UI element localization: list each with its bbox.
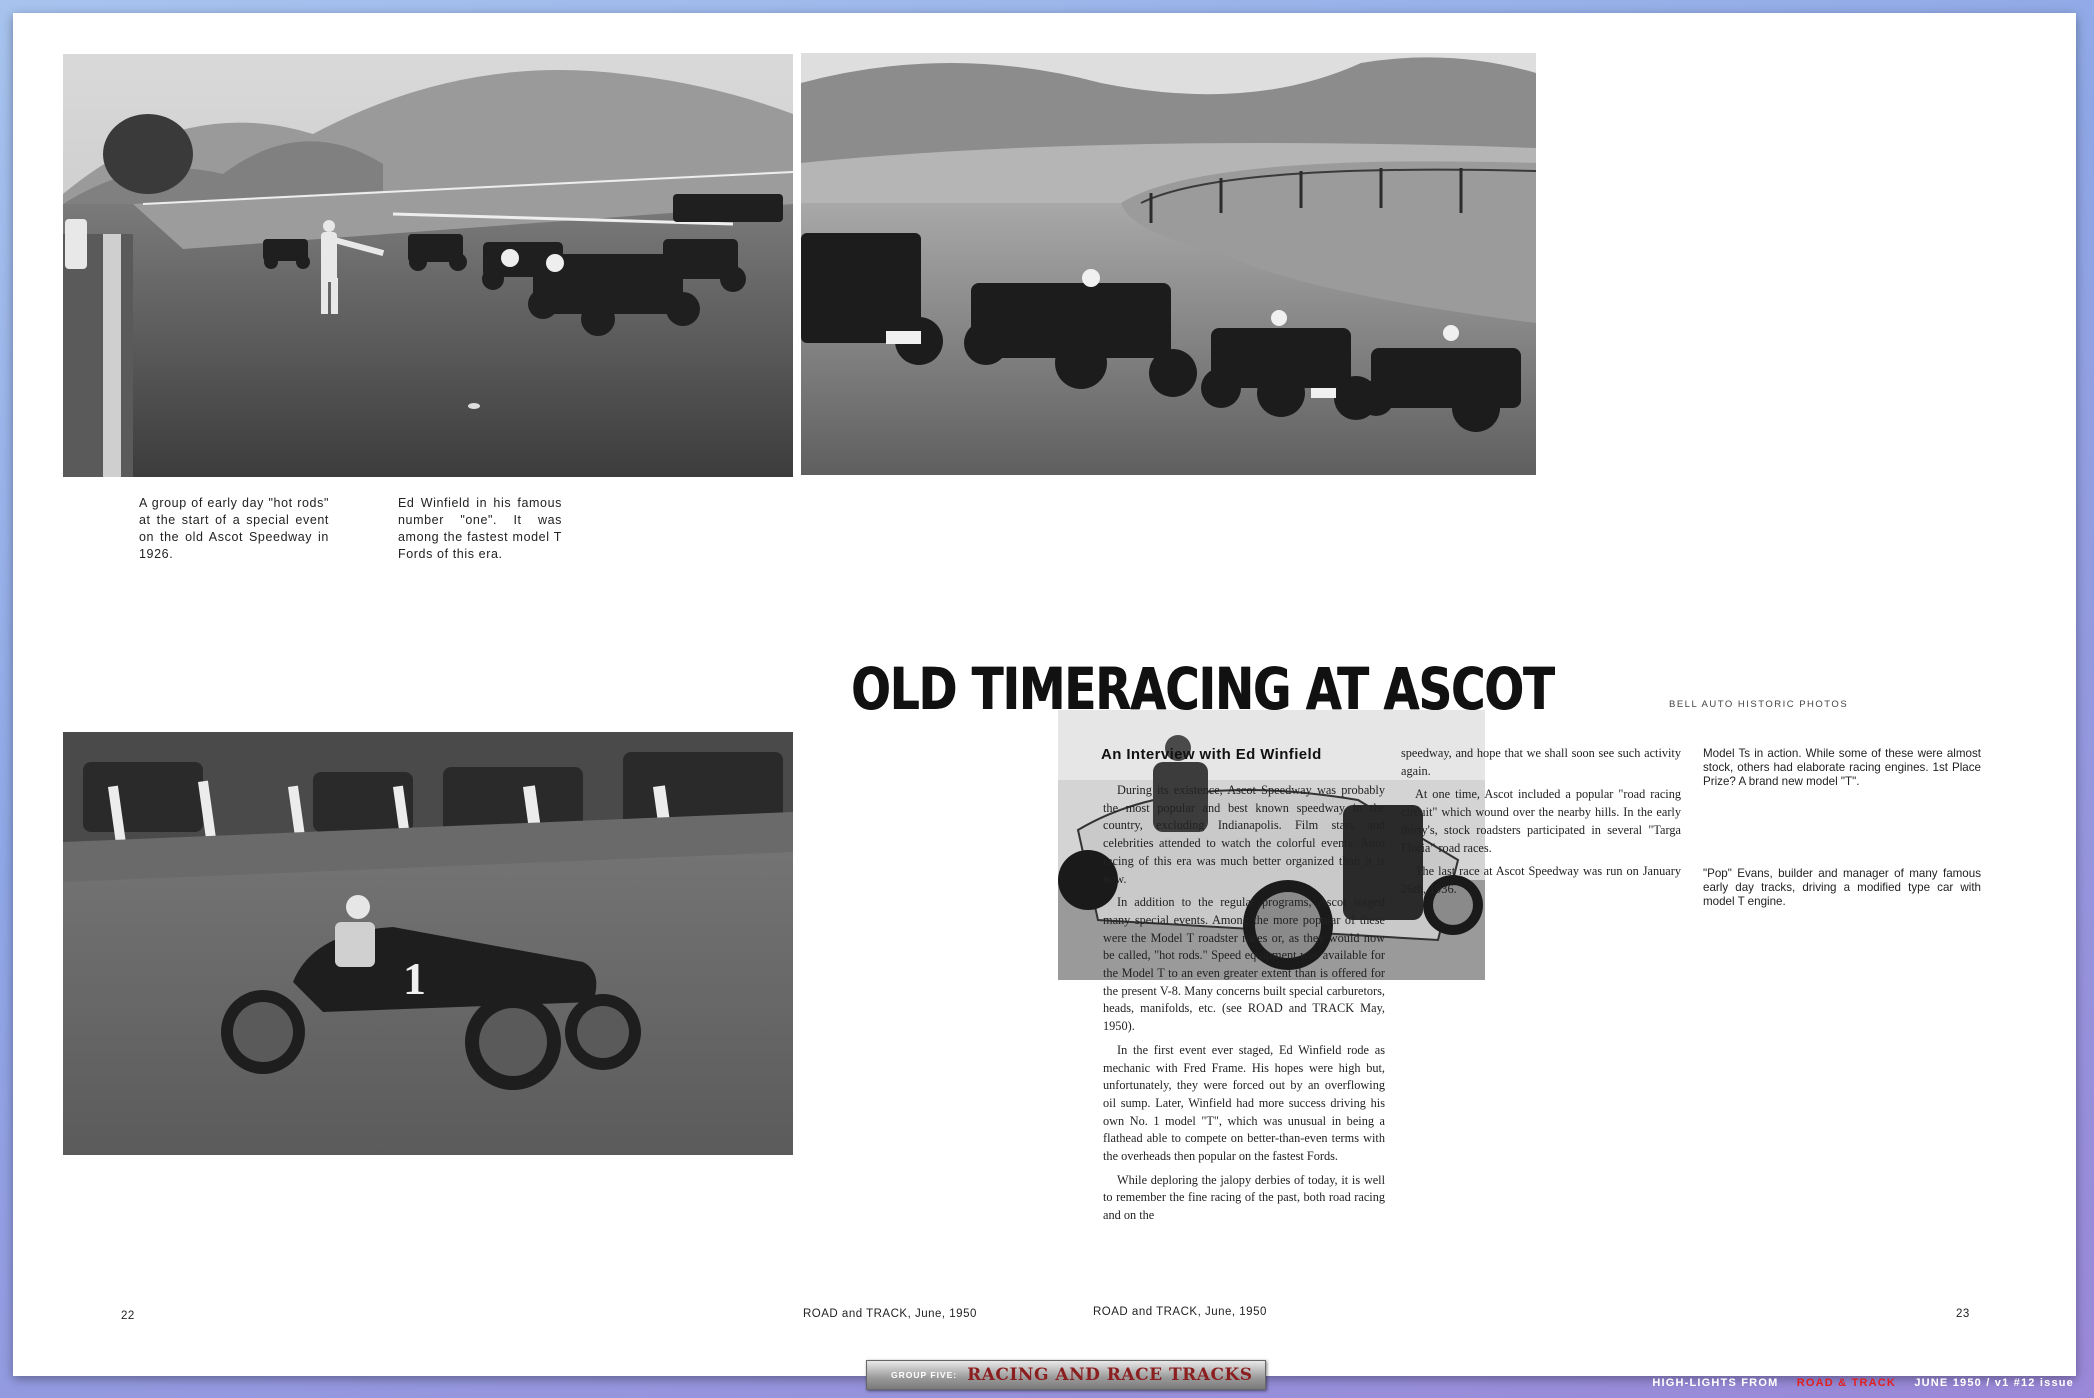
article-column-2 [1401,745,1681,905]
issue-line [1652,1377,2074,1389]
caption-winfield: Ed Winfield in his famous number "one". It was among the fastest model T Fords of this era. [398,496,562,561]
caption-pop-evans: "Pop" Evans, builder and manager of many famous early day tracks, driving a modified type car with model T engine. [1703,867,1981,908]
section-title: RACING AND RACE TRACKS [967,1365,1253,1385]
svg-text:1: 1 [403,953,426,1004]
brand-logo: ROAD & TRACK [1796,1377,1897,1389]
section-banner [866,1360,1266,1390]
caption-hot-rods: A group of early day "hot rods" at the start of a special event on the old Ascot Speedway in 1926. [139,496,329,561]
paragraph: speedway, and hope that we shall soon see such activity again. [1401,746,1681,778]
paragraph: In the first event ever staged, Ed Winfield rode as mechanic with Fred Frame. His hopes were high but, unfortunately, they were forced out by an overflowing oil sump. Later, Winfield had more success driving his own No. 1 model "T", which was unusual in being a flathead able to compete on better-than-even terms with the overheads then popular on the fastest Fords. [1103,1042,1385,1164]
paragraph: The last race at Ascot Speedway was run on January 26th, 1936. [1401,864,1681,896]
highlights-label: HIGH-LIGHTS FROM [1652,1377,1779,1389]
paragraph: In addition to the regular programs, Ascot staged many special events. Among the more popular of these were the Model T roadster races or, as they would now be called, "hot rods." Speed equipment was available for the Model T to an even greater extent than is offered for the present V-8. Many concerns built special carburetors, heads, manifolds, etc. (see ROAD and TRACK May, 1950). [1103,895,1385,1034]
paragraph: During its existence, Ascot Speedway was probably the most popular and best known speedway in the country, excluding Indianapolis. Film stars and celebrities attended to watch the colorful events. Auto racing of this era was much better organized than it is now. [1103,783,1385,886]
photo-winfield-number-one [63,732,793,1155]
article-subhead: An Interview with Ed Winfield [1101,746,1322,763]
photo-race-start [63,54,793,477]
running-footer-right: ROAD and TRACK, June, 1950 [1093,1306,1267,1318]
issue-label: JUNE 1950 / v1 #12 issue [1914,1377,2074,1389]
running-footer-left: ROAD and TRACK, June, 1950 [803,1308,977,1320]
photo-model-t-curve [801,53,1536,475]
page-number-right: 23 [1956,1308,1970,1320]
caption-model-ts: Model Ts in action. While some of these were almost stock, others had elaborate racing engines. 1st Place Prize? A brand new model "T". [1703,747,1981,788]
article-column-1 [1103,782,1385,1231]
page-number-left: 22 [121,1310,135,1322]
paragraph: While deploring the jalopy derbies of today, it is well to remember the fine racing of the past, both road racing and on the [1103,1172,1385,1223]
magazine-spread [13,13,2076,1376]
article-title: OLD TIMERACING AT ASCOT [851,655,1554,723]
group-label: GROUP FIVE: [891,1370,958,1380]
paragraph: At one time, Ascot included a popular "road racing circuit" which wound over the nearby hills. In the early thirty's, stock roadsters participated in several "Targa Floria" road races. [1401,787,1681,855]
photo-credit: BELL AUTO HISTORIC PHOTOS [1669,699,1849,710]
